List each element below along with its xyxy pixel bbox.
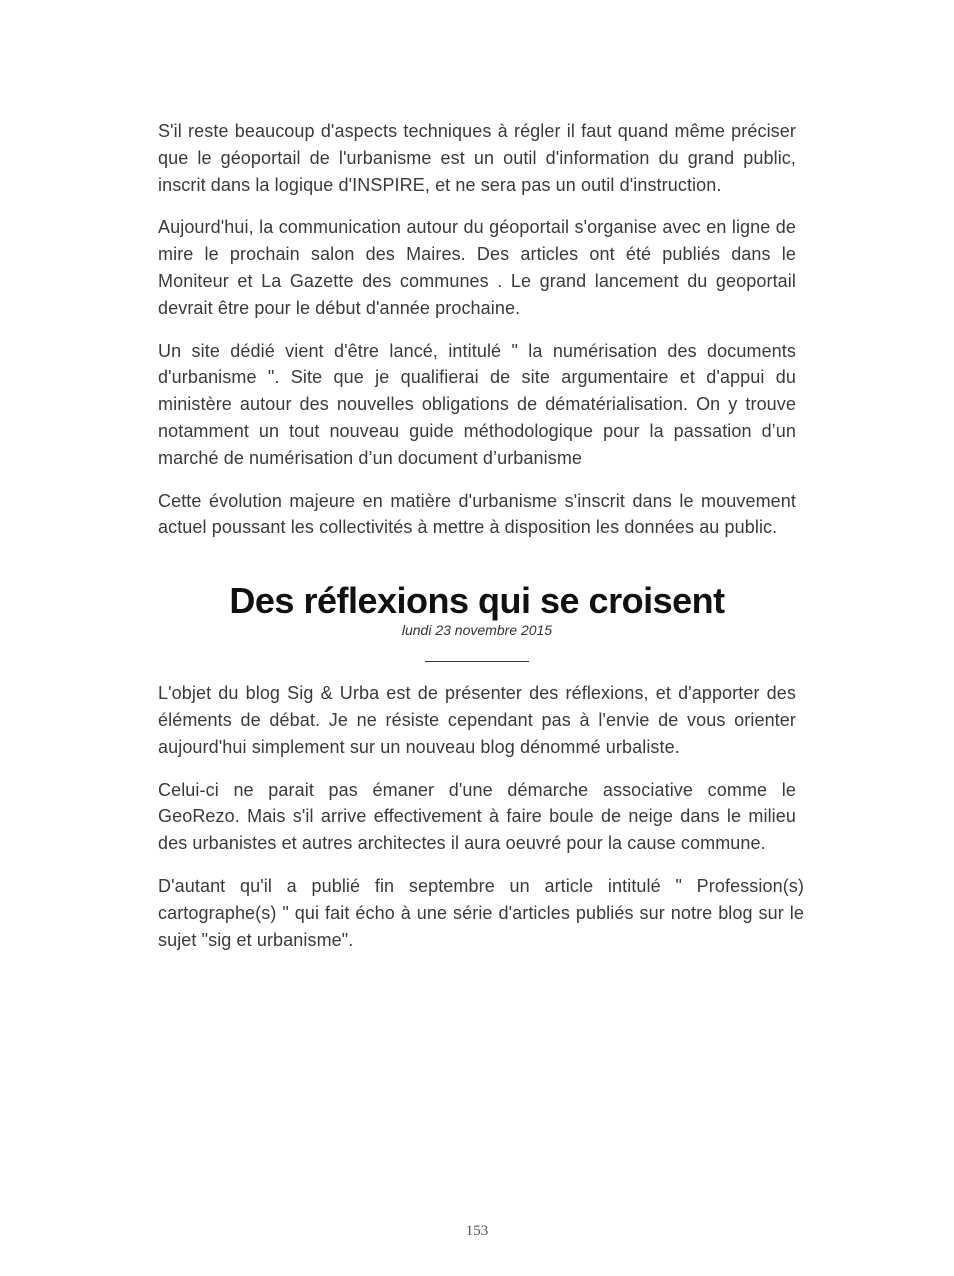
article-paragraph-3: D'autant qu'il a publié fin septembre un article intitulé " Profession(s) cartographe(s) " qui fait écho à une série d'articles publiés sur notre blog sur le sujet "sig et urbanisme". xyxy=(158,875,804,950)
article-title: Des réflexions qui se croisent xyxy=(229,580,725,622)
article-date: lundi 23 novembre 2015 xyxy=(401,622,553,639)
page-content xyxy=(158,118,804,969)
intro-paragraph-2: Aujourd'hui, la communication autour du géoportail s'organise avec en ligne de mire le prochain salon des Maires. Des articles ont été publiés dans le Moniteur et La Gazette des communes . Le grand lancement du geoportail devrait être pour le début d'année prochaine. xyxy=(158,217,796,318)
intro-paragraph-4: Cette évolution majeure en matière d'urbanisme s'inscrit dans le mouvement actuel poussant les collectivités à mettre à disposition les données au public. xyxy=(158,490,796,538)
title-divider xyxy=(425,661,529,662)
article-paragraph-1: L'objet du blog Sig & Urba est de présenter des réflexions, et d'apporter des éléments de débat. Je ne résiste cependant pas à l'envie de vous orienter aujourd'hui simplement sur un nouveau blog dénommé urbaliste. xyxy=(158,683,796,757)
article-header xyxy=(158,581,796,662)
article-paragraph-2: Celui-ci ne parait pas émaner d'une démarche associative comme le GeoRezo. Mais s'il arrive effectivement à faire boule de neige dans le milieu des urbanistes et autres architectes il aura oeuvré pour la cause commune. xyxy=(158,779,796,854)
intro-paragraph-1: S'il reste beaucoup d'aspects techniques à régler il faut quand même préciser que le géoportail de l'urbanisme est un outil d'information du grand public, inscrit dans la logique d'INSPIRE, et ne sera pas un outil d'instruction. xyxy=(158,121,796,195)
page-number: 153 xyxy=(465,1223,489,1239)
intro-paragraph-3: Un site dédié vient d'être lancé, intitulé " la numérisation des documents d'urbanisme ". Site que je qualifierai de site argumentaire et d'appui du ministère autour des nouvelles obligations de dématérialisation. On y trouve notamment un tout nouveau guide méthodologique pour la passation d’un marché de numérisation d’un document d’urbanisme xyxy=(158,340,796,468)
